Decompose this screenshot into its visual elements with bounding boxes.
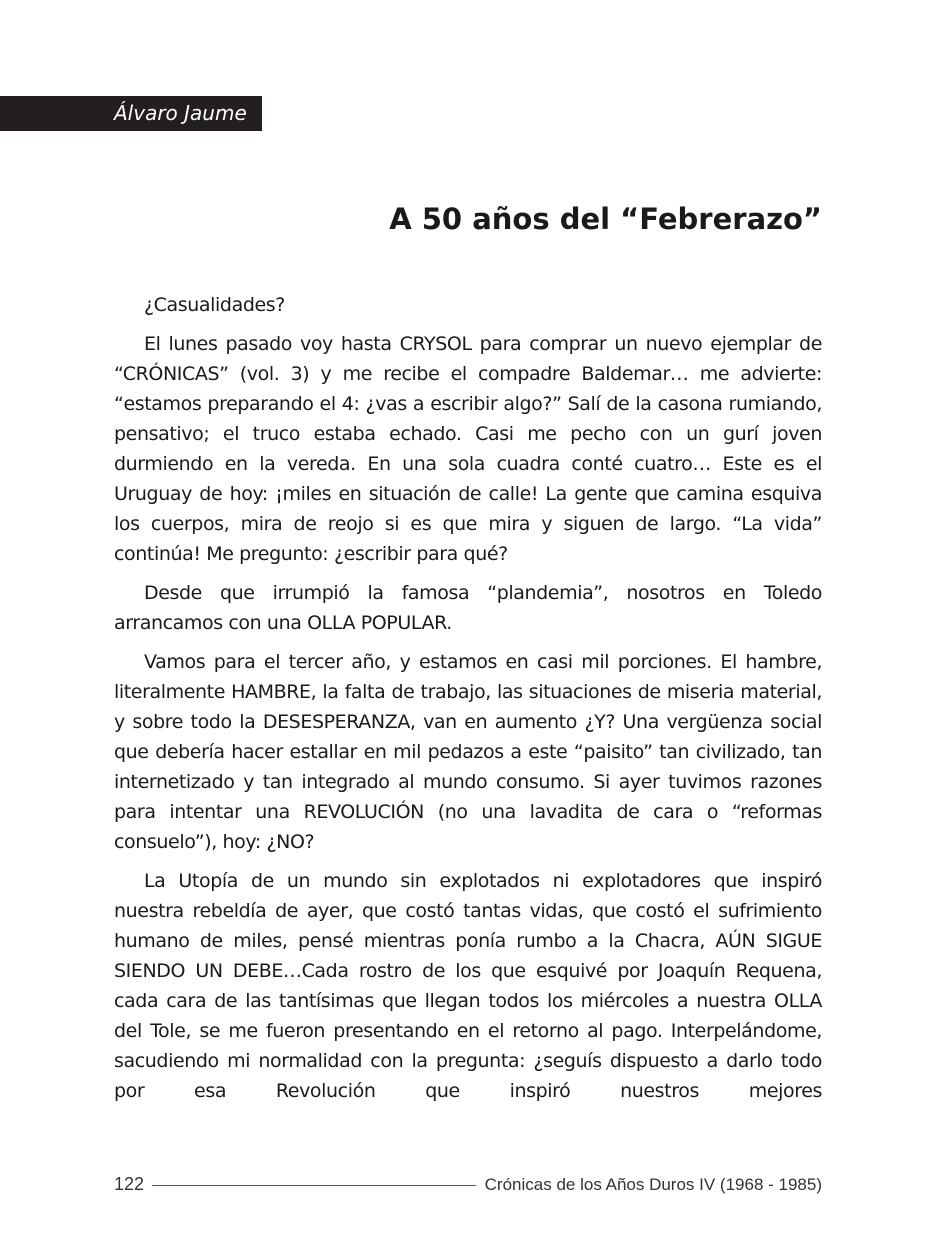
footer-divider xyxy=(152,1185,476,1186)
paragraph: El lunes pasado voy hasta CRYSOL para comprar un nuevo ejemplar de “CRÓNICAS” (vol. 3) y me recibe el compadre Baldemar… me advierte: “estamos preparando el 4: ¿vas a escribir algo?” Salí de la casona rumiando, pensativo; el truco estaba echado. Casi me pecho con un gurí joven durmiendo en la vereda. En una sola cuadra conté cuatro… Este es el Uruguay de hoy: ¡miles en situación de calle! La gente que camina esquiva los cuerpos, mira de reojo si es que mira y siguen de largo. “La vida” continúa! Me pregunto: ¿escribir para qué? xyxy=(114,333,822,565)
page-number: 122 xyxy=(114,1174,145,1194)
page-footer xyxy=(114,1174,822,1195)
article-body xyxy=(114,290,822,1115)
paragraph: La Utopía de un mundo sin explotados ni explotadores que inspiró nuestra rebeldía de ayer, que costó tantas vidas, que costó el sufrimiento humano de miles, pensé mientras ponía rumbo a la Chacra, AÚN SIGUE SIENDO UN DEBE…Cada rostro de los que esquivé por Joaquín Requena, cada cara de las tantísimas que llegan todos los miércoles a nuestra OLLA del Tole, se me fueron presentando en el retorno al pago. Interpelándome, sacudiendo mi normalidad con la pregunta: ¿seguís dispuesto a darlo todo por esa Revolución que inspiró nuestros mejores xyxy=(114,870,822,1102)
paragraph: Vamos para el tercer año, y estamos en casi mil porciones. El hambre, literalmente HAMBRE, la falta de trabajo, las situaciones de miseria material, y sobre todo la DESESPERANZA, van en aumento ¿Y? Una vergüenza social que debería hacer estallar en mil pedazos a este “paisito” tan civilizado, tan internetizado y tan integrado al mundo consumo. Si ayer tuvimos razones para intentar una REVOLUCIÓN (no una lavadita de cara o “reformas consuelo”), hoy: ¿NO? xyxy=(114,651,822,853)
author-name: Álvaro Jaume xyxy=(114,101,247,125)
book-title: Crónicas de los Años Duros IV (1968 - 1985) xyxy=(484,1174,822,1194)
paragraph: Desde que irrumpió la famosa “plandemia”, nosotros en Toledo arrancamos con una OLLA POPULAR. xyxy=(114,582,822,634)
article-title: A 50 años del “Febrerazo” xyxy=(389,202,822,236)
author-header-tab xyxy=(0,96,262,131)
paragraph: ¿Casualidades? xyxy=(144,294,285,316)
